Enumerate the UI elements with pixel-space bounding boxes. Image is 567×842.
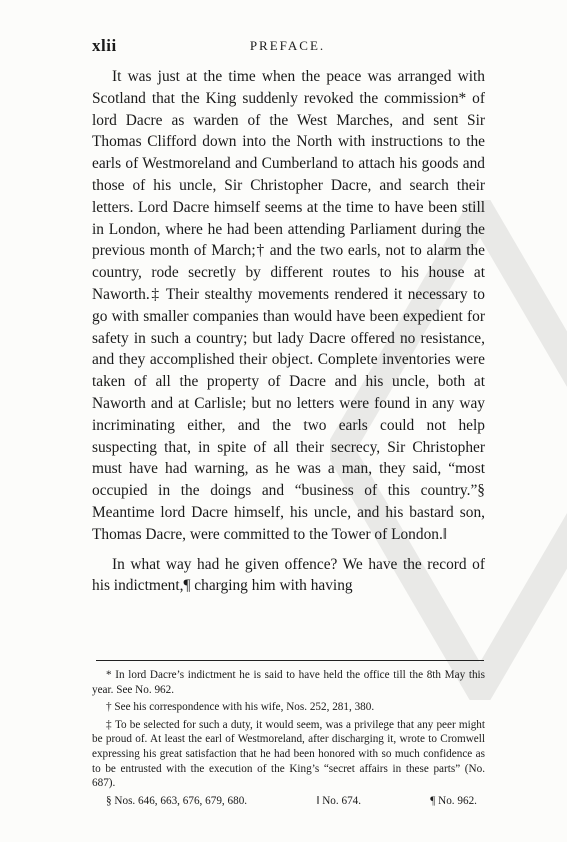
page-number: xlii (92, 36, 117, 55)
footnote-references (92, 794, 485, 809)
footnote: ¶ No. 962. (430, 794, 477, 807)
footnote: † See his correspondence with his wife, Nos. 252, 281, 380. (106, 701, 375, 714)
footnote: ‡ To be selected for such a duty, it would seem, was a privilege that any peer might be proud of. At least the earl of Westmoreland, after discharging it, wrote to Cromwell expressing his great satisfaction that he had been honored with so much confidence as to be entrusted with the execution of the King’s “secret affairs in these parts” (No. 687). (92, 718, 485, 790)
paragraph: It was just at the time when the peace was arranged with Scotland that the King suddenly revoked the commission* of lord Dacre as warden of the West Marches, and sent Sir Thomas Clifford down into the North with instructions to the earls of Westmoreland and Cumberland to attach his goods and those of his uncle, Sir Christopher Dacre, and search their letters. Lord Dacre himself seems at the time to have been still in London, where he had been attending Parliament during the previous month of March;† and the two earls, not to alarm the country, rode secretly by different routes to his house at Naworth.‡ Their stealthy movements rendered it necessary to go with smaller companies than would have been expedient for safety in such a country; but lady Dacre offered no resistance, and they accomplished their object. Complete inventories were taken of all the property of Dacre and his uncle, both at Naworth and at Carlisle; but no letters were found in any way incriminating either, and the two earls could not help suspecting that, in spite of all their secrecy, Sir Christopher must have had warning, as he was a man, they said, “most occupied in the doings and “business of this country.”§ Meantime lord Dacre himself, his uncle, and his bastard son, Thomas Dacre, were committed to the Tower of London.‖ (92, 68, 485, 543)
body-text (92, 66, 485, 597)
footnote: * In lord Dacre’s indictment he is said to have held the office till the 8th May this year. See No. 962. (92, 669, 485, 696)
footnote: § Nos. 646, 663, 676, 679, 680. (106, 794, 248, 807)
running-title: PREFACE. (249, 38, 326, 53)
page-header (92, 36, 483, 60)
footnote-divider (96, 660, 484, 661)
paragraph: In what way had he given offence? We have the record of his indictment,¶ charging him with having (92, 555, 485, 595)
footnote: ‖ No. 674. (316, 794, 362, 807)
footnotes (92, 668, 485, 808)
